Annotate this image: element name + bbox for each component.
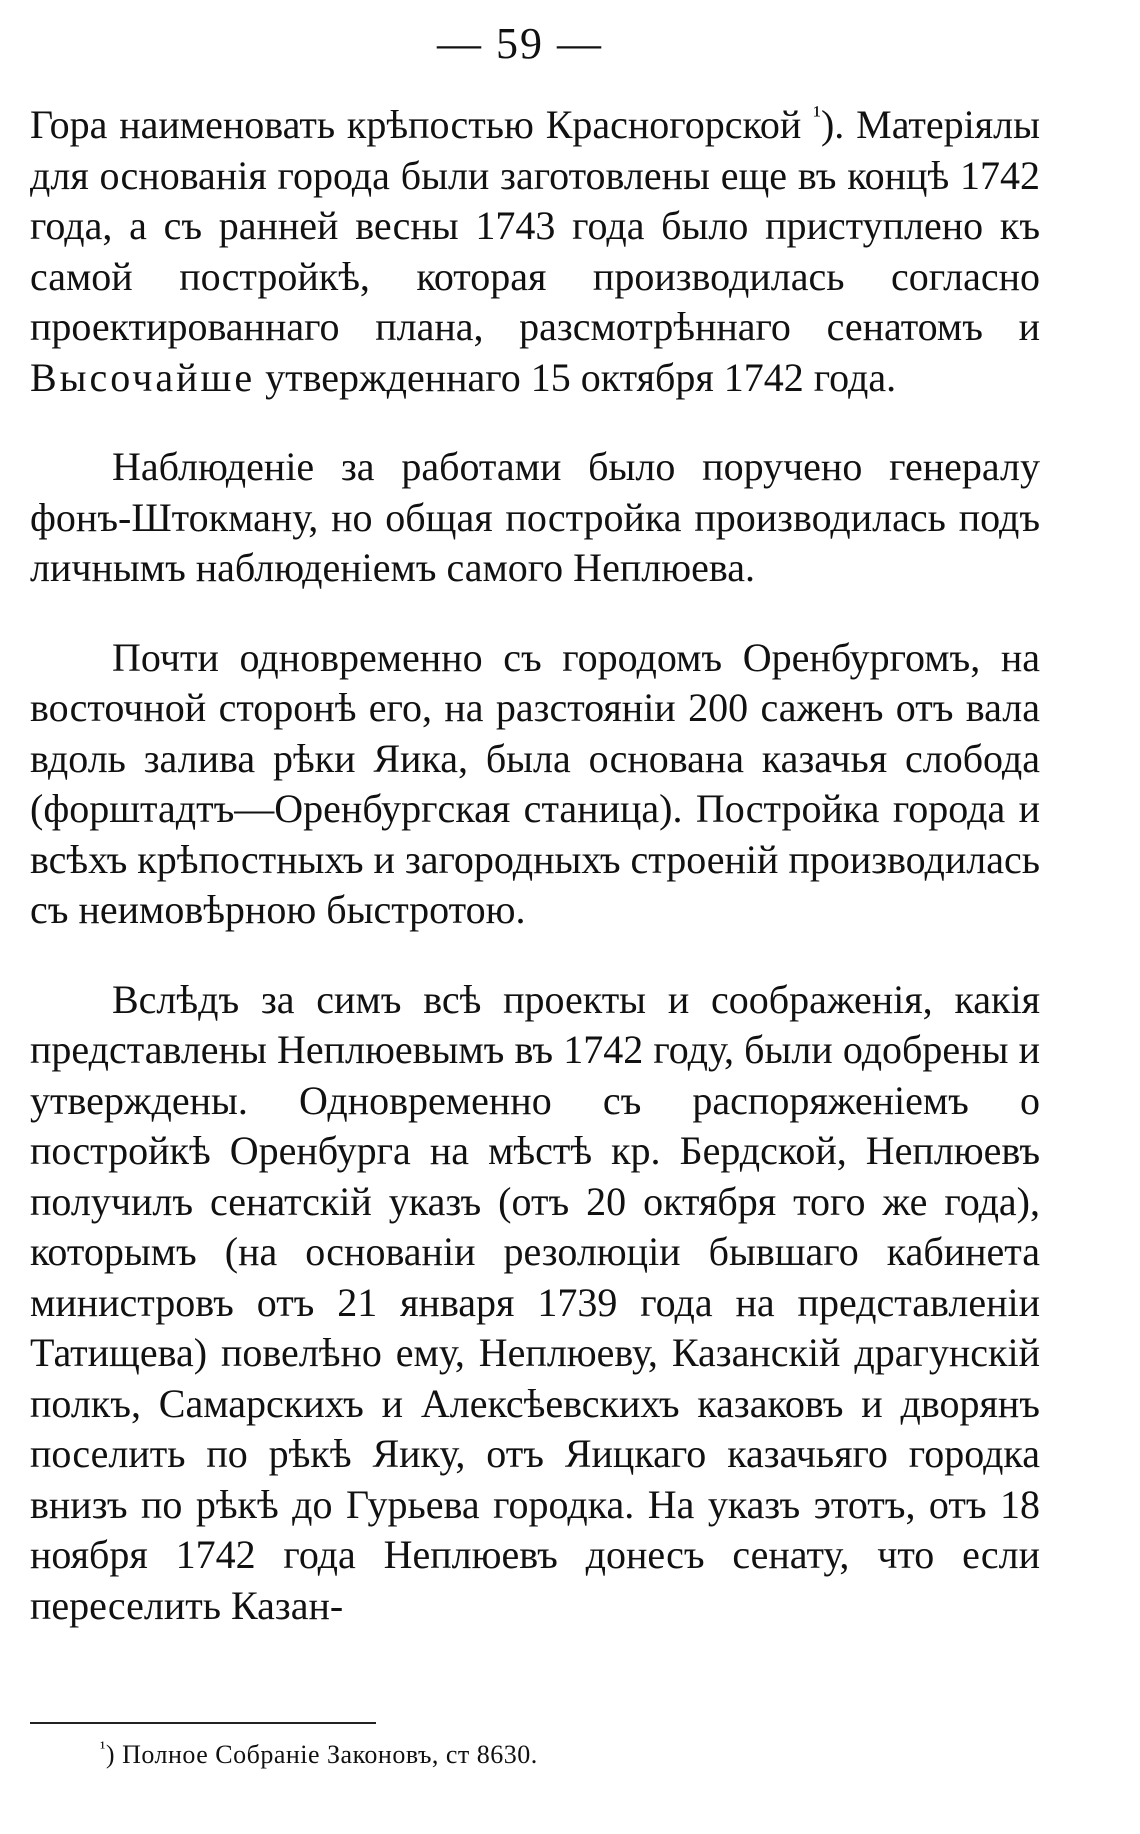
paragraph-3: Почти одновременно съ городомъ Оренбургомъ, на восточной сторонѣ его, на разстояніи 200 саженъ отъ вала вдоль залива рѣки Яика, была основана казачья слобода (форштадтъ—Оренбургская станица). Постройка города и всѣхъ крѣпостныхъ и загородныхъ строеній производилась съ неимовѣрною быстротою.	[30, 634, 1040, 932]
footnote-reference: ¹	[813, 100, 821, 130]
paragraph-4: Вслѣдъ за симъ всѣ проекты и соображенія, какія представлены Неплюевымъ въ 1742 году, были одобрены и утверждены. Одновременно съ распоряженіемъ о постройкѣ Оренбурга на мѣстѣ кр. Бердской, Неплюевъ получилъ сенатскій указъ (отъ 20 октября того же года), которымъ (на основаніи резолюціи бывшаго кабинета министровъ отъ 21 января 1739 года на представленіи Татищева) повелѣно ему, Неплюеву, Казанскій драгунскій полкъ, Самарскихъ и Алексѣевскихъ казаковъ и дворянъ поселить по рѣкѣ Яику, отъ Яицкаго казачьяго городка внизъ по рѣкѣ до Гурьева городка. На указъ этотъ, отъ 18 ноября 1742 года Неплюевъ донесъ сенату, что если переселить Казан-	[30, 976, 1040, 1628]
paragraph-1-text-start: Гора наименовать крѣпостью Красногорской	[30, 102, 814, 147]
body-text	[30, 100, 1040, 1631]
page-number: — 59 —	[437, 19, 603, 68]
footnote-text: ) Полное Собраніе Законовъ, ст 8630.	[105, 1740, 538, 1769]
paragraph-1	[30, 100, 1040, 403]
footnote-divider	[30, 1722, 376, 1724]
paragraph-1-text-middle: ). Матеріялы для основанія города были заготовлены еще въ концѣ 1742 года, а съ ранней весны 1743 года было приступлено къ самой постройкѣ, которая производилась согласно проектированнаго плана, разсмотрѣннаго сенатомъ и	[30, 102, 1041, 349]
footnote	[100, 1737, 538, 1770]
paragraph-2: Наблюденіе за работами было поручено генералу фонъ-Штокману, но общая постройка производилась подъ личнымъ наблюденіемъ самого Неплюева.	[30, 444, 1040, 590]
paragraph-1-emphasis: Высочайше	[30, 354, 256, 400]
paragraph-1-text-end: утвержденнаго 15 октября 1742 года.	[255, 354, 897, 400]
footnote-mark: ¹	[100, 1737, 106, 1758]
